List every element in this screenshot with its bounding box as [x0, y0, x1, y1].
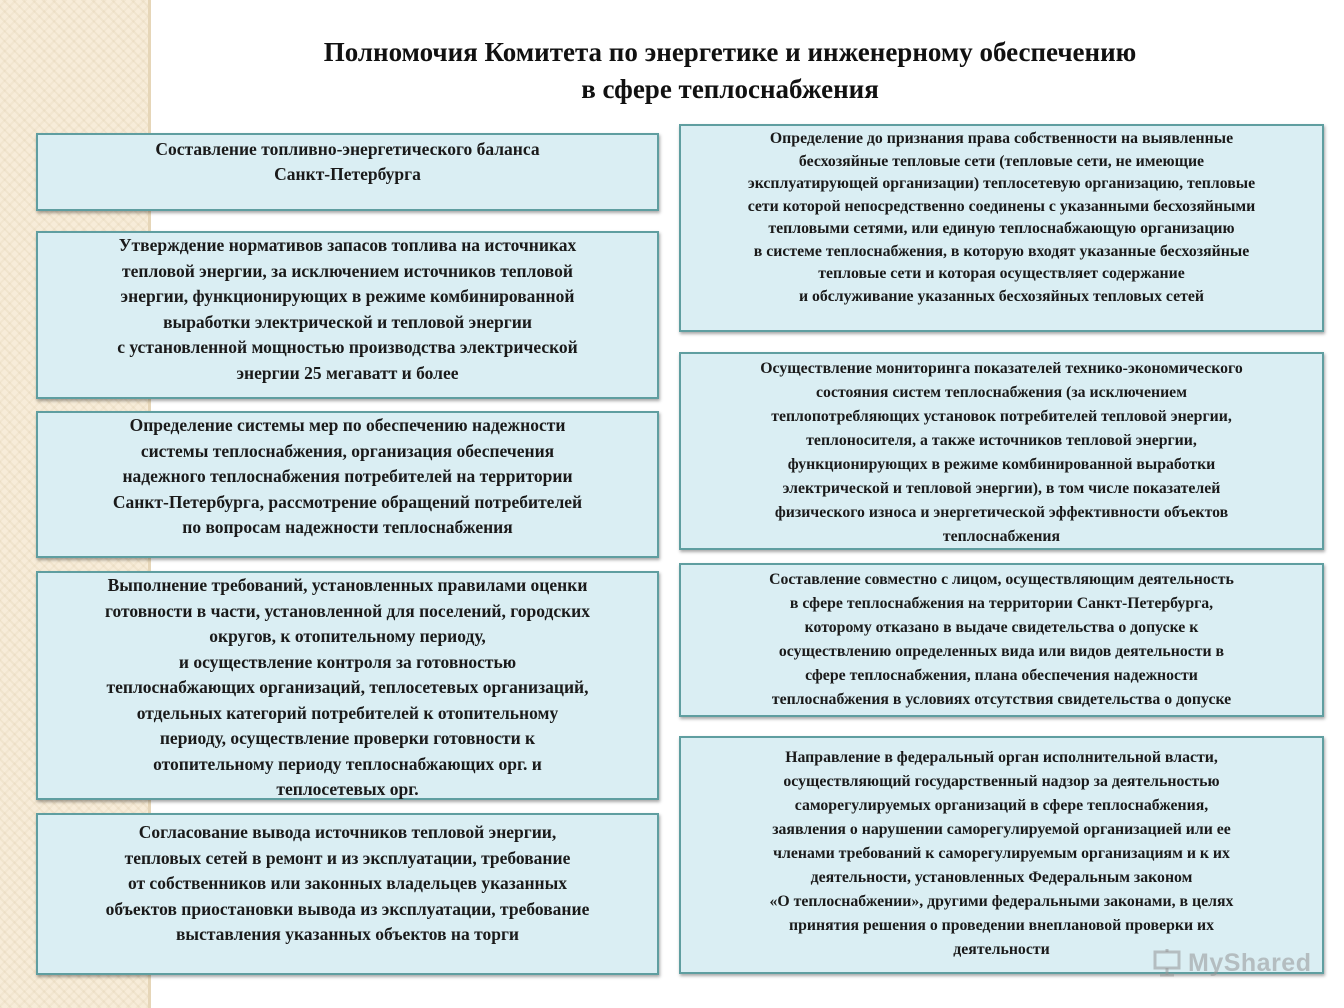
authority-box-text: Согласование вывода источников тепловой энергии, тепловых сетей в ремонт и из эксплуатации, требование от собственников или законных владельцев указанных объектов приостановки вывода из эксплуатации, требование выставления указанных объектов на торги — [105, 822, 590, 944]
authority-box-fuel-energy-balance — [36, 133, 659, 211]
authority-box-ownerless-networks — [679, 124, 1324, 332]
authority-box-text: Составление совместно с лицом, осуществляющим деятельность в сфере теплоснабжения на территории Санкт-Петербурга, которому отказано в выдаче свидетельства о допуске к осуществлению определенных вида или видов деятельности в сфере теплоснабжения, плана обеспечения надежности теплоснабжения в условиях отсутствия свидетельства о допуске — [769, 571, 1234, 708]
authority-box-decommissioning-approval — [36, 813, 659, 975]
authority-box-text: Определение до признания права собственности на выявленные бесхозяйные тепловые сети (тепловые сети, не имеющие эксплуатирующей организации) теплосетевую организацию, тепловые сети которой непосредственно соединены с указанными бесхозяйными тепловыми сетями, или единую теплоснабжающую организацию в системе теплоснабжения, в которую входят указанные бесхозяйные тепловые сети и которая осуществляет содержание и обслуживание указанных бесхозяйных тепловых сетей — [747, 130, 1256, 305]
authority-box-federal-notification — [679, 736, 1324, 974]
authority-box-text: Утверждение нормативов запасов топлива на источниках тепловой энергии, за исключением источников тепловой энергии, функционирующих в режиме комбинированной выработки электрической и тепловой энергии с установленной мощностью производства электрической энергии 25 мегаватт и более — [117, 235, 578, 383]
title-line-1: Полномочия Комитета по энергетике и инженерному обеспечению — [323, 37, 1137, 67]
page-title — [150, 34, 1310, 108]
authority-box-reliability-plan — [679, 563, 1324, 717]
authority-box-text: Направление в федеральный орган исполнительной власти, осуществляющий государственный надзор за деятельностью саморегулируемых организаций в сфере теплоснабжения, заявления о нарушении саморегулируемой организацией или ее членами требований к саморегулируемым организациям и к их деятельности, установленных Федеральным законом «О теплоснабжении», другими федеральными законами, в целях принятия решения о проведении внеплановой проверки их деятельности — [769, 749, 1234, 958]
authority-box-text: Выполнение требований, установленных правилами оценки готовности в части, установленной для поселений, городских округов, к отопительному периоду, и осуществление контроля за готовностью теплоснабжающих организаций, теплосетевых организаций, отдельных категорий потребителей к отопительному периоду, осуществление проверки готовности к отопительному периоду теплоснабжающих орг. и теплосетевых орг. — [104, 575, 591, 799]
title-line-2: в сфере теплоснабжения — [581, 74, 879, 104]
watermark-logo — [1152, 945, 1311, 981]
authority-box-reliability-measures — [36, 411, 659, 558]
authority-box-fuel-reserve-norms — [36, 231, 659, 399]
authority-box-text: Составление топливно-энергетического баланса Санкт-Петербурга — [155, 139, 540, 184]
authority-box-heating-readiness — [36, 571, 659, 800]
authority-box-text: Осуществление мониторинга показателей технико-экономического состояния систем теплоснабжения (за исключением теплопотребляющих установок потребителей тепловой энергии, теплоносителя, а также источников тепловой энергии, функционирующих в режиме комбинированной выработки электрической и тепловой энергии), в том числе показателей физического износа и энергетической эффективности объектов теплоснабжения — [760, 360, 1243, 545]
presentation-board-icon — [1152, 948, 1182, 978]
authority-box-text: Определение системы мер по обеспечению надежности системы теплоснабжения, организация обеспечения надежного теплоснабжения потребителей на территории Санкт-Петербурга, рассмотрение обращений потребителей по вопросам надежности теплоснабжения — [112, 415, 583, 537]
watermark-text: MyShared — [1188, 948, 1312, 977]
authority-box-monitoring — [679, 352, 1324, 550]
